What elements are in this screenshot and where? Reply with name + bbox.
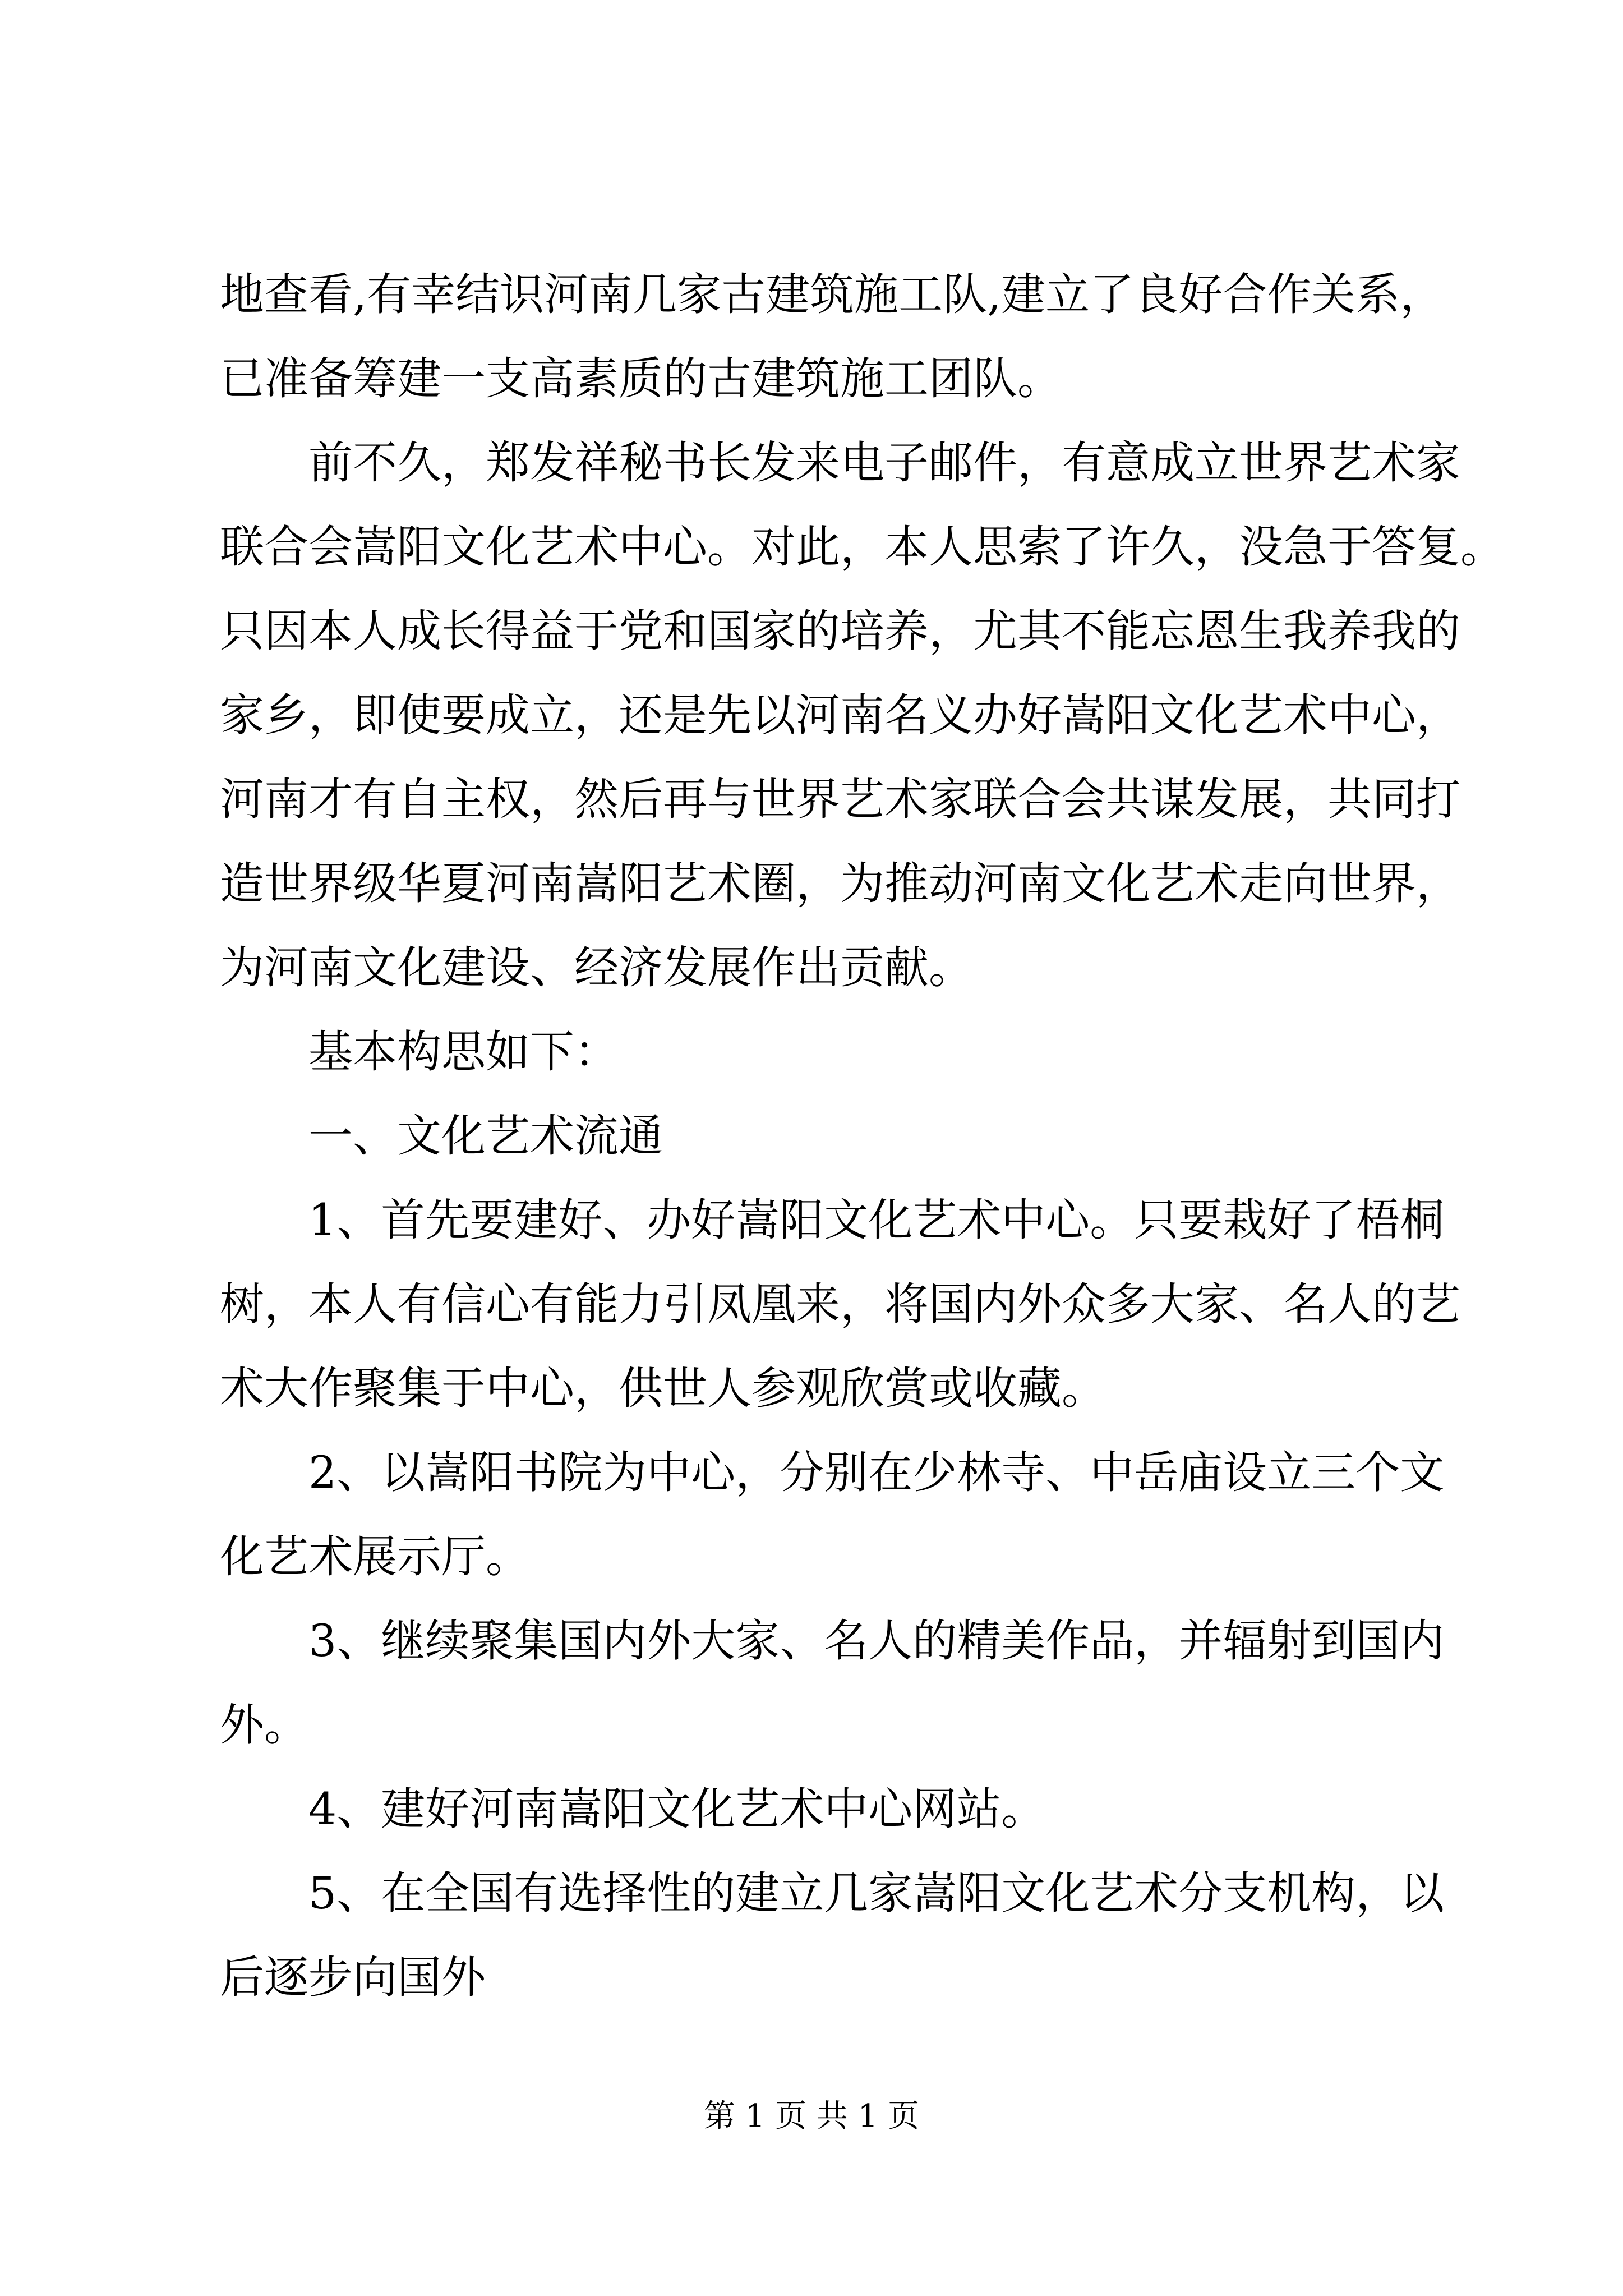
text-line: 4、建好河南嵩阳文化艺术中心网站。 <box>308 1783 1046 1835</box>
paragraph-2 <box>220 421 1505 1010</box>
text-line: 为河南文化建设、经济发展作出贡献。 <box>220 942 973 993</box>
text-line: 基本构思如下： <box>308 1026 619 1078</box>
list-item-1 <box>220 1178 1460 1430</box>
text-line: 5、在全国有选择性的建立几家嵩阳文化艺术分支机构，以 <box>308 1867 1445 1919</box>
text-line: 后逐步向国外 <box>220 1952 486 2003</box>
paragraph-3 <box>220 1010 1420 1094</box>
list-item-4 <box>220 1767 1420 1851</box>
text-line: 外。 <box>220 1699 308 1751</box>
text-line: 1、首先要建好、办好嵩阳文化艺术中心。只要栽好了梧桐 <box>308 1194 1445 1246</box>
paragraph-1 <box>220 252 1445 421</box>
text-line: 术大作聚集于中心，供世人参观欣赏或收藏。 <box>220 1363 1106 1414</box>
page-footer: 第 1 页 共 1 页 <box>703 2098 920 2134</box>
text-line: 家乡，即使要成立，还是先以河南名义办好嵩阳文化艺术中心， <box>220 689 1460 741</box>
text-line: 2、以嵩阳书院为中心，分别在少林寺、中岳庙设立三个文 <box>308 1447 1445 1498</box>
list-item-5 <box>220 1851 1445 2019</box>
list-item-3 <box>220 1599 1445 1767</box>
document-body <box>220 252 1505 2019</box>
text-line: 化艺术展示厅。 <box>220 1531 530 1582</box>
text-line: 一、文化艺术流通 <box>308 1110 663 1162</box>
text-line: 前不久，郑发祥秘书长发来电子邮件，有意成立世界艺术家 <box>308 437 1460 489</box>
text-line: 联合会嵩阳文化艺术中心。对此，本人思索了许久，没急于答复。 <box>220 521 1505 573</box>
section-heading <box>220 1094 1420 1178</box>
list-item-2 <box>220 1430 1445 1599</box>
text-line: 河南才有自主权，然后再与世界艺术家联合会共谋发展，共同打 <box>220 774 1460 825</box>
text-line: 造世界级华夏河南嵩阳艺术圈，为推动河南文化艺术走向世界， <box>220 858 1460 909</box>
text-line: 只因本人成长得益于党和国家的培养，尤其不能忘恩生我养我的 <box>220 605 1460 657</box>
text-line: 树，本人有信心有能力引凤凰来，将国内外众多大家、名人的艺 <box>220 1278 1460 1330</box>
text-line: 3、继续聚集国内外大家、名人的精美作品，并辐射到国内 <box>308 1615 1445 1667</box>
text-line: 地查看,有幸结识河南几家古建筑施工队,建立了良好合作关系， <box>220 269 1445 320</box>
text-line: 已准备筹建一支高素质的古建筑施工团队。 <box>220 353 1062 404</box>
